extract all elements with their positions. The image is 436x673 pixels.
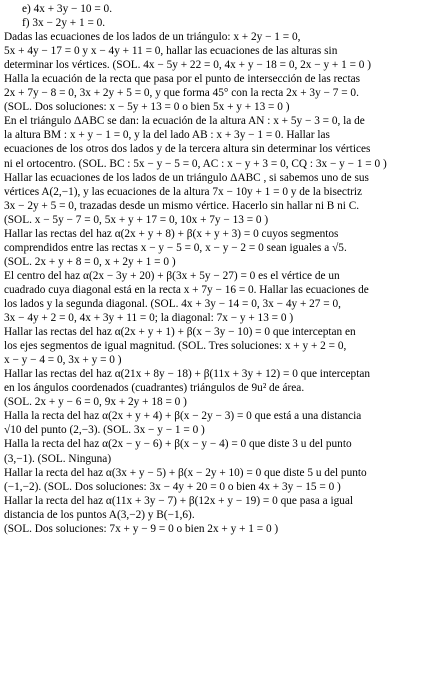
text-line: Hallar las rectas del haz α(2x + y + 8) + β(x + y + 3) = 0 cuyos segmentos: [4, 227, 339, 240]
text-line: Dadas las ecuaciones de los lados de un triángulo: x + 2y − 1 = 0,: [4, 31, 301, 44]
text-line: la altura BM : x + y − 1 = 0, y la del lado AB : x + 3y − 1 = 0. Hallar las: [4, 129, 330, 142]
text-line: (SOL. 2x + y − 6 = 0, 9x + 2y + 18 = 0 ): [4, 396, 187, 409]
text-line: Hallar las ecuaciones de los lados de un triángulo ΔABC , si sabemos uno de sus: [4, 171, 369, 184]
text-line: 3x − 2y + 5 = 0, trazadas desde un mismo vértice. Hacerlo sin hallar ni B ni C.: [4, 199, 360, 212]
text-line: 3x − 4y + 2 = 0, 4x + 3y + 11 = 0; la diagonal: 7x − y + 13 = 0 ): [4, 312, 294, 325]
text-line: (SOL. Dos soluciones: x − 5y + 13 = 0 o bien 5x + y + 13 = 0 ): [4, 101, 290, 114]
text-line: ecuaciones de los otros dos lados y de la tercera altura sin determinar los vértices: [4, 143, 371, 156]
text-line: Hallar la recta del haz α(3x + y − 5) + β(x − 2y + 10) = 0 que diste 5 u del punto: [4, 466, 367, 479]
text-line: Halla la recta del haz α(2x + y + 4) + β(x − 2y − 3) = 0 que está a una distancia: [4, 410, 362, 423]
text-line: (3,−1). (SOL. Ninguna): [4, 452, 112, 465]
text-line: los ejes segmentos de igual magnitud. (SOL. Tres soluciones: x + y + 2 = 0,: [4, 340, 347, 353]
text-line: Halla la ecuación de la recta que pasa por el punto de intersección de las rectas: [4, 73, 360, 86]
text-line: El centro del haz α(2x − 3y + 20) + β(3x + 5y − 27) = 0 es el vértice de un: [4, 269, 340, 282]
text-line: (SOL. Dos soluciones: 7x + y − 9 = 0 o bien 2x + y + 1 = 0 ): [4, 522, 279, 535]
text-line: determinar los vértices. (SOL. 4x − 5y + 22 = 0, 4x + y − 18 = 0, 2x − y + 1 = 0 ): [4, 59, 372, 72]
text-line: Hallar las rectas del haz α(21x + 8y − 18) + β(11x + 3y + 12) = 0 que interceptan: [4, 368, 370, 381]
text-line: 2x + 7y − 8 = 0, 3x + 2y + 5 = 0, y que forma 45° con la recta 2x + 3y − 7 = 0.: [4, 87, 359, 100]
text-line: x − y − 4 = 0, 3x + y = 0 ): [4, 354, 122, 367]
text-line: √10 del punto (2,−3). (SOL. 3x − y − 1 = 0 ): [4, 424, 205, 437]
text-line: 5x + 4y − 17 = 0 y x − 4y + 11 = 0, hallar las ecuaciones de las alturas sin: [4, 45, 338, 58]
text-line: en los ángulos coordenados (cuadrantes) triángulos de 9u² de área.: [4, 382, 305, 395]
text-line: Halla la recta del haz α(2x − y − 6) + β(x − y − 4) = 0 que diste 3 u del punto: [4, 438, 352, 451]
text-line: los lados y la segunda diagonal. (SOL. 4x + 3y − 14 = 0, 3x − 4y + 27 = 0,: [4, 297, 341, 310]
text-line: ni el ortocentro. (SOL. BC : 5x − y − 5 = 0, AC : x − y + 3 = 0, CQ : 3x − y − 1 = 0 ): [4, 157, 387, 170]
text-line: f) 3x − 2y + 1 = 0.: [22, 17, 106, 30]
text-line: Hallar la recta del haz α(11x + 3y − 7) + β(12x + y − 19) = 0 que pasa a igual: [4, 494, 354, 507]
text-line: vértices A(2,−1), y las ecuaciones de la altura 7x − 10y + 1 = 0 y de la bisectriz: [4, 185, 362, 198]
text-line: (SOL. 2x + y + 8 = 0, x + 2y + 1 = 0 ): [4, 255, 176, 268]
text-line: Hallar las rectas del haz α(2x + y + 1) + β(x − 3y − 10) = 0 que interceptan en: [4, 326, 356, 339]
text-line: En el triángulo ΔABC se dan: la ecuación de la altura AN : x + 5y − 3 = 0, la de: [4, 115, 365, 128]
text-line: e) 4x + 3y − 10 = 0.: [22, 3, 113, 15]
text-line: (SOL. x − 5y − 7 = 0, 5x + y + 17 = 0, 10x + 7y − 13 = 0 ): [4, 213, 269, 226]
text-line: cuadrado cuya diagonal está en la recta x + 7y − 16 = 0. Hallar las ecuaciones de: [4, 283, 369, 296]
text-line: comprendidos entre las rectas x − y − 5 = 0, x − y − 2 = 0 sean iguales a √5.: [4, 241, 347, 254]
text-line: distancia de los puntos A(3,−2) y B(−1,6).: [4, 508, 195, 521]
text-line: (−1,−2). (SOL. Dos soluciones: 3x − 4y + 20 = 0 o bien 4x + 3y − 15 = 0 ): [4, 480, 341, 493]
